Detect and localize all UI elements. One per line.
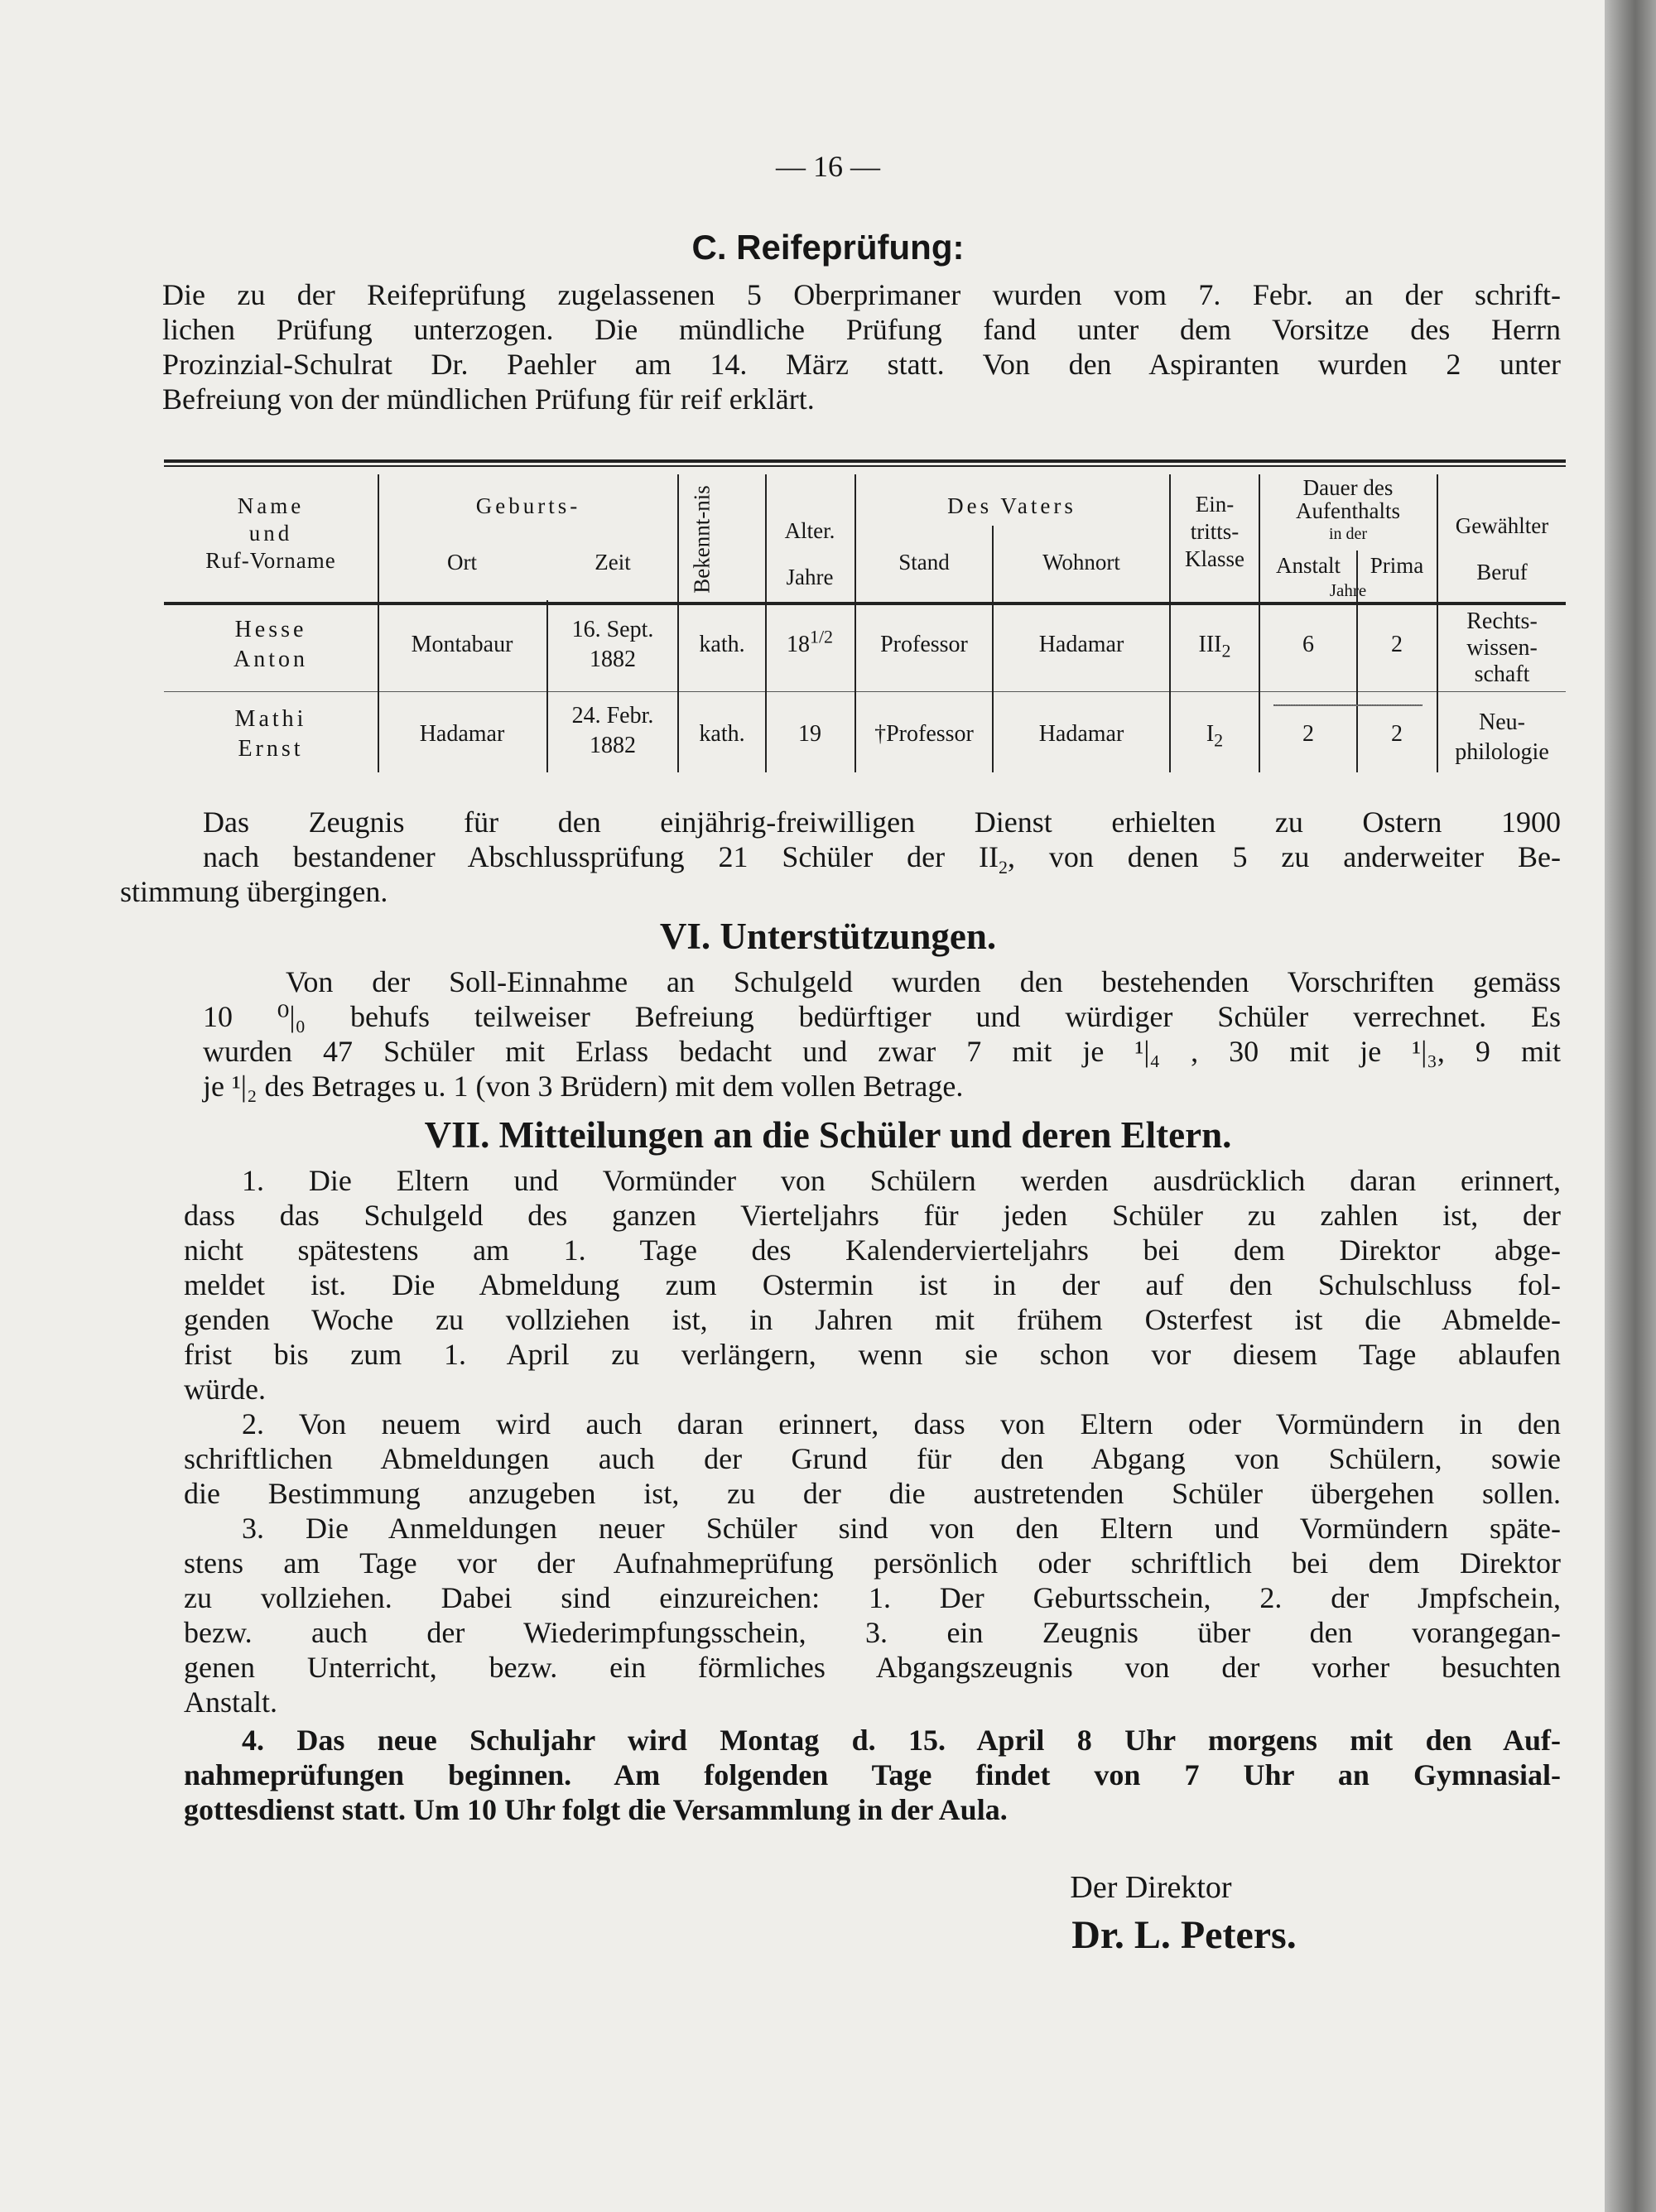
header-name [164,493,378,575]
zeugnis-line-part: , von denen 5 zu anderweiter Be- [1007,840,1561,873]
header-anstalt: Anstalt [1276,553,1341,578]
cell-zeit-line: 24. Febr. [571,703,654,729]
section-vi-line: 10 ⁰|₀ behufs teilweiser Befreiung bedürftiger und würdiger Schüler verrechnet. Es [203,1000,1561,1033]
header-eintritt-line: Klasse [1185,546,1244,571]
section-c-paragraph [162,277,1561,418]
cell-name-line: Anton [233,647,308,672]
cell-zeit [550,615,676,675]
section-vii-line: gottesdienst statt. Um 10 Uhr folgt die Versammlung in der Aula. [184,1793,1008,1826]
section-vii-body [184,1163,1561,1842]
cell-beruf-line: Rechts- [1466,608,1538,634]
section-vii-line: stens am Tage vor der Aufnahmeprüfung persönlich oder schriftlich bei dem Direktor [184,1546,1561,1580]
cell-alter [767,719,853,749]
cell-stand: Professor [880,632,968,657]
cell-beruf [1438,608,1566,688]
section-vii-line: bezw. auch der Wiederimpfungsschein, 3. ein Zeugnis über den vorangegan- [184,1616,1561,1649]
section-vii-line: meldet ist. Die Abmeldung zum Ostermin ist in der auf den Schulschluss fol- [184,1268,1561,1301]
header-dauer-line: in der [1328,525,1368,543]
cell-alter-value: 18 [786,632,810,657]
header-dauer [1260,476,1436,546]
table-col-rule [378,474,379,772]
cell-name [164,704,378,764]
reifepruefung-table [164,459,1566,774]
zeugnis-line: stimmung übergingen. [120,875,388,908]
header-wohnort: Wohnort [1042,550,1120,575]
section-vii-line: frist bis zum 1. April zu verlängern, wenn sie schon vor diesem Tage ablaufen [184,1338,1561,1371]
header-dauer-line: Aufenthalts [1296,498,1400,523]
signature-title: Der Direktor [1070,1870,1232,1905]
cell-klasse-sub: 2 [1214,729,1224,751]
section-vii-line: dass das Schulgeld des ganzen Vierteljahrs für jeden Schüler zu zahlen ist, der [184,1199,1561,1232]
cell-name-line: Mathi [234,706,307,732]
header-beruf [1438,503,1566,595]
cell-beruf-line: philologie [1455,739,1549,765]
cell-bekenntnis: kath. [699,721,745,747]
cell-klasse-value: III [1198,632,1222,657]
cell-name-line: Ernst [238,736,304,762]
cell-ort: Hadamar [419,721,505,747]
header-alter-line: Alter. [784,518,835,543]
header-vaters: Des Vaters [947,493,1076,518]
section-vii-line: 3. Die Anmeldungen neuer Schüler sind von den Eltern und Vormündern späte- [242,1512,1561,1545]
header-jahre: Jahre [1329,580,1367,600]
cell-beruf-line: wissen- [1466,635,1538,661]
cell-beruf-line: Neu- [1479,709,1525,735]
table-top-rule-thin [164,465,1566,467]
cell-klasse-sub: 2 [1221,640,1231,661]
zeugnis-paragraph [120,805,1561,908]
zeugnis-line-sub: 2 [998,857,1008,878]
header-name-line: Name [237,493,305,518]
dotted-divider [1273,704,1423,706]
header-zeit: Zeit [595,550,631,575]
header-eintritt-line: Ein- [1195,492,1235,517]
cell-klasse [1171,630,1259,660]
cell-prima: 2 [1391,721,1403,747]
section-c-line: lichen Prüfung unterzogen. Die mündliche Prüfung fand unter dem Vorsitze des Herrn [162,313,1561,346]
section-vii-line: die Bestimmung anzugeben ist, zu der die austretenden Schüler übergehen sollen. [184,1477,1561,1510]
header-alter-line: Jahre [786,565,834,589]
cell-zeit-line: 1882 [590,733,636,758]
table-top-rule [164,459,1566,463]
section-c-heading: C. Reifeprüfung: [691,228,965,267]
page-edge-shadow [1605,0,1656,2212]
section-vii-line: 4. Das neue Schuljahr wird Montag d. 15. April 8 Uhr morgens mit den Auf- [242,1724,1561,1757]
cell-zeit [550,701,676,761]
section-vii-heading: VII. Mitteilungen an die Schüler und deren Eltern. [424,1114,1232,1156]
cell-anstalt: 6 [1302,632,1314,657]
header-dauer-line: Dauer des [1302,475,1394,500]
cell-klasse-value: I [1206,721,1215,747]
section-vii-line: genen Unterricht, bezw. ein förmliches Abgangszeugnis von der vorher besuchten [184,1651,1561,1684]
section-vi-paragraph [203,964,1561,1105]
section-vii-line: 2. Von neuem wird auch daran erinnert, dass von Eltern oder Vormündern in den [242,1407,1561,1440]
zeugnis-line: Das Zeugnis für den einjährig-freiwilligen Dienst erhielten zu Ostern 1900 [203,805,1561,839]
section-vii-line: nahmeprüfungen beginnen. Am folgenden Tage findet von 7 Uhr an Gymnasial- [184,1758,1561,1791]
header-ort: Ort [447,550,477,575]
cell-klasse [1171,719,1259,749]
header-beruf-line: Beruf [1476,560,1528,584]
cell-anstalt: 2 [1302,721,1314,747]
zeugnis-line-part: nach bestandener Abschlussprüfung 21 Schüler der II [203,840,999,873]
header-prima: Prima [1370,553,1424,578]
header-eintritt-line: tritts- [1190,519,1240,544]
header-beruf-line: Gewählter [1455,513,1549,538]
zeugnis-line [203,839,1561,878]
section-c-line: Die zu der Reifeprüfung zugelassenen 5 Oberprimaner wurden vom 7. Febr. an der schrift- [162,278,1561,311]
cell-bekenntnis: kath. [699,632,745,657]
section-vii-line: genden Woche zu vollziehen ist, in Jahren mit frühem Osterfest ist die Abmelde- [184,1303,1561,1336]
section-vi-line: je ¹|₂ des Betrages u. 1 (von 3 Brüdern) mit dem vollen Betrage. [203,1070,964,1103]
header-eintritt [1171,491,1259,573]
cell-prima: 2 [1391,632,1403,657]
page-number: — 16 — [776,150,880,183]
cell-stand: †Professor [874,721,974,747]
cell-name-line: Hesse [234,617,307,642]
cell-name [164,615,378,675]
cell-alter [767,626,853,660]
section-vii-line: zu vollziehen. Dabei sind einzureichen: 1. Der Geburtsschein, 2. der Jmpfschein, [184,1581,1561,1614]
cell-beruf [1438,708,1566,767]
cell-zeit-line: 1882 [590,647,636,672]
cell-alter-value: 19 [798,721,821,747]
section-vii-line: würde. [184,1373,266,1406]
section-vii-line: 1. Die Eltern und Vormünder von Schülern werden ausdrücklich daran erinnert, [242,1164,1561,1197]
cell-ort: Montabaur [411,632,513,657]
header-name-line: und [248,521,293,546]
table-col-rule [546,600,548,772]
section-vii-line: schriftlichen Abmeldungen auch der Grund für den Abgang von Schülern, sowie [184,1442,1561,1475]
header-geburts: Geburts- [475,493,581,518]
cell-beruf-line: schaft [1474,661,1530,687]
section-c-line: Befreiung von der mündlichen Prüfung für reif erklärt. [162,382,815,416]
header-bekenntnis: Bekennt-nis [689,485,715,594]
section-vi-heading: VI. Unterstützungen. [659,916,997,957]
header-name-line: Ruf-Vorname [205,548,336,573]
section-vi-line: Von der Soll-Einnahme an Schulgeld wurden den bestehenden Vorschriften gemäss [286,965,1561,998]
cell-alter-fraction: 1/2 [809,626,834,647]
section-vi-line: wurden 47 Schüler mit Erlass bedacht und zwar 7 mit je ¹|₄ , 30 mit je ¹|₃, 9 mit [203,1035,1561,1068]
cell-wohnort: Hadamar [1038,632,1124,657]
section-vii-line: Anstalt. [184,1685,277,1719]
section-c-line: Prozinzial-Schulrat Dr. Paehler am 14. März statt. Von den Aspiranten wurden 2 unter [162,348,1561,381]
section-vii-line: nicht spätestens am 1. Tage des Kalendervierteljahrs bei dem Direktor abge- [184,1233,1561,1267]
header-stand: Stand [898,550,950,575]
signature-name: Dr. L. Peters. [1071,1913,1297,1957]
cell-zeit-line: 16. Sept. [571,617,654,642]
cell-wohnort: Hadamar [1038,721,1124,747]
header-alter [767,507,853,600]
